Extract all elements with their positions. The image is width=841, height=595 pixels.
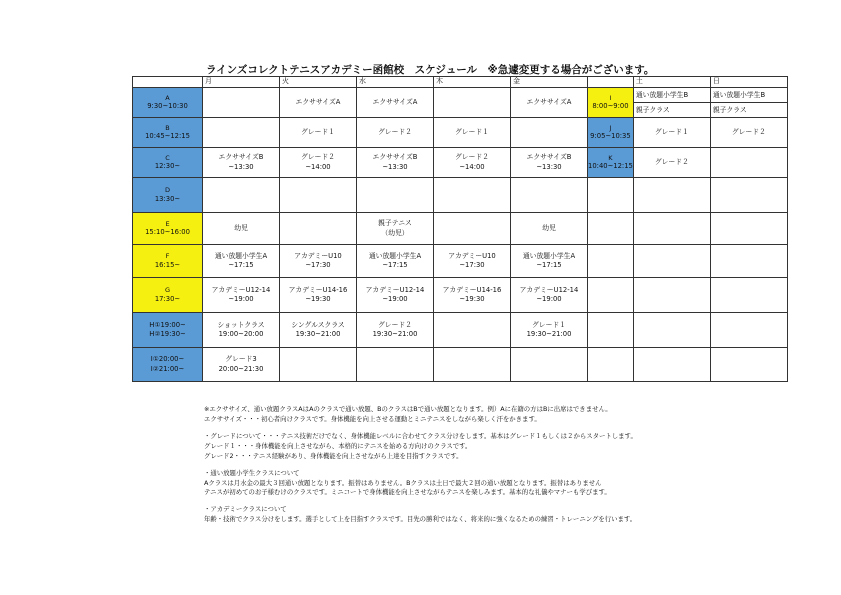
schedule-table — [132, 76, 788, 382]
class-cell: エクササイズA — [511, 88, 588, 118]
empty-cell — [588, 178, 634, 213]
empty-cell — [710, 178, 787, 213]
class-cell: アカデミーU14-16 ~19:30 — [434, 278, 511, 313]
class-cell — [710, 148, 787, 178]
slot-time: 9:05~10:35 — [590, 132, 631, 141]
table-row — [133, 148, 788, 178]
class-cell: グレード１ — [280, 118, 357, 148]
class-cell: グレード２ — [633, 148, 710, 178]
time-slot-cell — [133, 88, 203, 118]
class-cell — [434, 88, 511, 118]
empty-cell — [588, 278, 634, 313]
class-entry: 親子クラス — [635, 106, 670, 114]
class-cell: グレード２ ~14:00 — [434, 148, 511, 178]
empty-cell — [588, 348, 634, 382]
note-line: ※エクササイズ、通い放題クラスAはAのクラスで通い放題、BのクラスはBで通い放題となります。例）Aに在籍の方はBに出席はできません。 — [204, 405, 612, 413]
class-cell: ショットクラス 19:00~20:00 — [203, 313, 280, 348]
slot-letter: G — [164, 286, 171, 295]
empty-cell — [633, 213, 710, 245]
slot-time: 10:45~12:15 — [145, 132, 190, 141]
slot-letter: D — [164, 186, 170, 195]
time-slot-cell — [133, 245, 203, 278]
slot-time: H①19:00~ H②19:30~ — [149, 320, 186, 338]
table-row — [133, 278, 788, 313]
class-cell: エクササイズB ~13:30 — [357, 148, 434, 178]
class-cell: シングルスクラス 19:30~21:00 — [280, 313, 357, 348]
empty-cell — [633, 348, 710, 382]
weekend-slot-cell — [588, 148, 634, 178]
time-slot-cell — [133, 178, 203, 213]
class-cell — [434, 178, 511, 213]
class-cell: エクササイズB ~13:30 — [203, 148, 280, 178]
class-cell: エクササイズA — [357, 88, 434, 118]
slot-letter: I — [609, 93, 612, 102]
empty-cell — [633, 278, 710, 313]
page-title: ラインズコレクトテニスアカデミー函館校 スケジュール ※急遽変更する場合がございます。 — [206, 64, 655, 76]
note-line: グレード2・・・テニス経験があり、身体機能を向上させながら上達を目指すクラスです。 — [204, 451, 463, 460]
time-slot-cell — [133, 348, 203, 382]
class-cell — [511, 178, 588, 213]
time-slot-cell — [133, 213, 203, 245]
class-cell — [203, 88, 280, 118]
empty-cell — [710, 245, 787, 278]
class-cell: アカデミーU10 ~17:30 — [434, 245, 511, 278]
time-slot-cell — [133, 313, 203, 348]
table-row — [133, 313, 788, 348]
note-line: Aクラスは月水金の最大３回通い放題となります。振替はありません。Bクラスは土日で最大２回の通い放題となります。振替はありません — [204, 478, 602, 487]
empty-cell — [710, 313, 787, 348]
table-row — [133, 213, 788, 245]
slot-time: 10:40~12:15 — [588, 162, 633, 171]
class-cell — [633, 88, 710, 118]
slot-time: 17:30~ — [154, 294, 181, 303]
empty-cell — [633, 313, 710, 348]
day-mon: 月 — [203, 77, 280, 88]
time-slot-cell — [133, 148, 203, 178]
class-cell: エクササイズB ~13:30 — [511, 148, 588, 178]
note-line: 年齢・技術でクラス分けをします。選手として上を目指すクラスです。目先の勝利ではなく、将来的に強くなるための練習・トレーニングを行います。 — [204, 515, 637, 524]
class-cell: 通い放題小学生A ~17:15 — [511, 245, 588, 278]
slot-letter: B — [165, 123, 170, 132]
slot-letter: A — [165, 93, 170, 102]
class-cell: グレード１ 19:30~21:00 — [511, 313, 588, 348]
slot-time: 9:30~10:30 — [147, 102, 188, 111]
class-cell: グレード3 20:00~21:30 — [203, 348, 280, 382]
empty-cell — [633, 178, 710, 213]
slot-time: 12:30~ — [154, 162, 181, 171]
class-cell: グレード２ 19:30~21:00 — [357, 313, 434, 348]
note-line: ・アカデミークラスについて — [204, 505, 287, 514]
class-cell: アカデミーU14-16 ~19:30 — [280, 278, 357, 313]
slot-time: 13:30~ — [154, 194, 181, 203]
class-cell: 幼児 — [203, 213, 280, 245]
empty-cell — [588, 313, 634, 348]
class-cell: グレード２ ~14:00 — [280, 148, 357, 178]
class-cell — [203, 118, 280, 148]
class-entry: 親子クラス — [712, 106, 747, 114]
slot-time: 16:15~ — [154, 260, 181, 269]
table-row — [133, 118, 788, 148]
class-cell — [280, 213, 357, 245]
class-cell: グレード２ — [357, 118, 434, 148]
weekend-slot-cell — [588, 118, 634, 148]
class-cell — [203, 178, 280, 213]
class-cell — [511, 348, 588, 382]
slot-letter: J — [609, 123, 612, 132]
class-cell: アカデミーU10 ~17:30 — [280, 245, 357, 278]
slot-letter: C — [165, 153, 170, 162]
note-line — [204, 425, 824, 432]
class-cell: アカデミーU12-14 ~19:00 — [203, 278, 280, 313]
class-cell: エクササイズA — [280, 88, 357, 118]
day-sun: 日 — [710, 77, 787, 88]
empty-cell — [710, 213, 787, 245]
day-header-row — [133, 77, 788, 88]
empty-cell — [588, 213, 634, 245]
class-cell — [280, 178, 357, 213]
table-row — [133, 245, 788, 278]
day-sat: 土 — [633, 77, 710, 88]
class-cell — [434, 313, 511, 348]
class-cell: アカデミーU12-14 ~19:00 — [357, 278, 434, 313]
slot-letter: E — [165, 219, 170, 228]
slot-time: 15:10~16:00 — [145, 228, 190, 237]
day-fri: 金 — [511, 77, 588, 88]
class-cell: 通い放題小学生A ~17:15 — [203, 245, 280, 278]
note-line: テニスが初めてのお子様むけのクラスです。ミニコートで身体機能を向上させながらテニスを楽しみます。基本的な礼儀やマナーも学びます。 — [204, 488, 611, 497]
note-line: ・グレードについて・・・テニス技術だけでなく、身体機能レベルに合わせてクラス分けをします。基本はグレード１もしくは２からスタートします。 — [204, 431, 637, 440]
notes-section — [204, 405, 824, 525]
class-cell: 親子テニス （幼児） — [357, 213, 434, 245]
class-cell: 通い放題小学生A ~17:15 — [357, 245, 434, 278]
class-cell — [357, 178, 434, 213]
day-wed: 水 — [357, 77, 434, 88]
class-cell: アカデミーU12-14 ~19:00 — [511, 278, 588, 313]
note-line — [204, 498, 824, 505]
note-line: エクササイズ・・・初心者向けクラスです。身体機能を向上させる運動とミニテニスをしながら楽しく汗をかきます。 — [204, 414, 541, 423]
slot-time: 8:00~9:00 — [592, 102, 629, 111]
weekend-slot-cell — [588, 88, 634, 118]
class-cell — [434, 348, 511, 382]
slot-letter: K — [608, 153, 613, 162]
class-cell — [434, 213, 511, 245]
table-row — [133, 178, 788, 213]
class-cell — [357, 348, 434, 382]
slot-letter: F — [165, 252, 170, 261]
slot-time: I①20:00~ I②21:00~ — [150, 355, 185, 373]
note-line — [204, 462, 824, 469]
class-cell — [280, 348, 357, 382]
day-thu: 木 — [434, 77, 511, 88]
class-cell — [710, 88, 787, 118]
note-line: ・通い放題小学生クラスについて — [204, 468, 300, 477]
empty-cell — [710, 348, 787, 382]
class-entry: 通い放題小学生B — [711, 88, 787, 103]
class-entry: 通い放題小学生B — [634, 88, 710, 103]
empty-cell — [633, 245, 710, 278]
time-slot-cell — [133, 278, 203, 313]
class-cell: グレード２ — [710, 118, 787, 148]
table-row — [133, 88, 788, 118]
empty-cell — [588, 245, 634, 278]
time-slot-cell — [133, 118, 203, 148]
table-row — [133, 348, 788, 382]
empty-cell — [710, 278, 787, 313]
note-line: グレード１・・・身体機能を向上させながら、本格的にテニスを始める方向けのクラスです。 — [204, 441, 472, 450]
class-cell — [511, 118, 588, 148]
class-cell: 幼児 — [511, 213, 588, 245]
day-tue: 火 — [280, 77, 357, 88]
class-cell: グレード１ — [633, 118, 710, 148]
class-cell: グレード１ — [434, 118, 511, 148]
